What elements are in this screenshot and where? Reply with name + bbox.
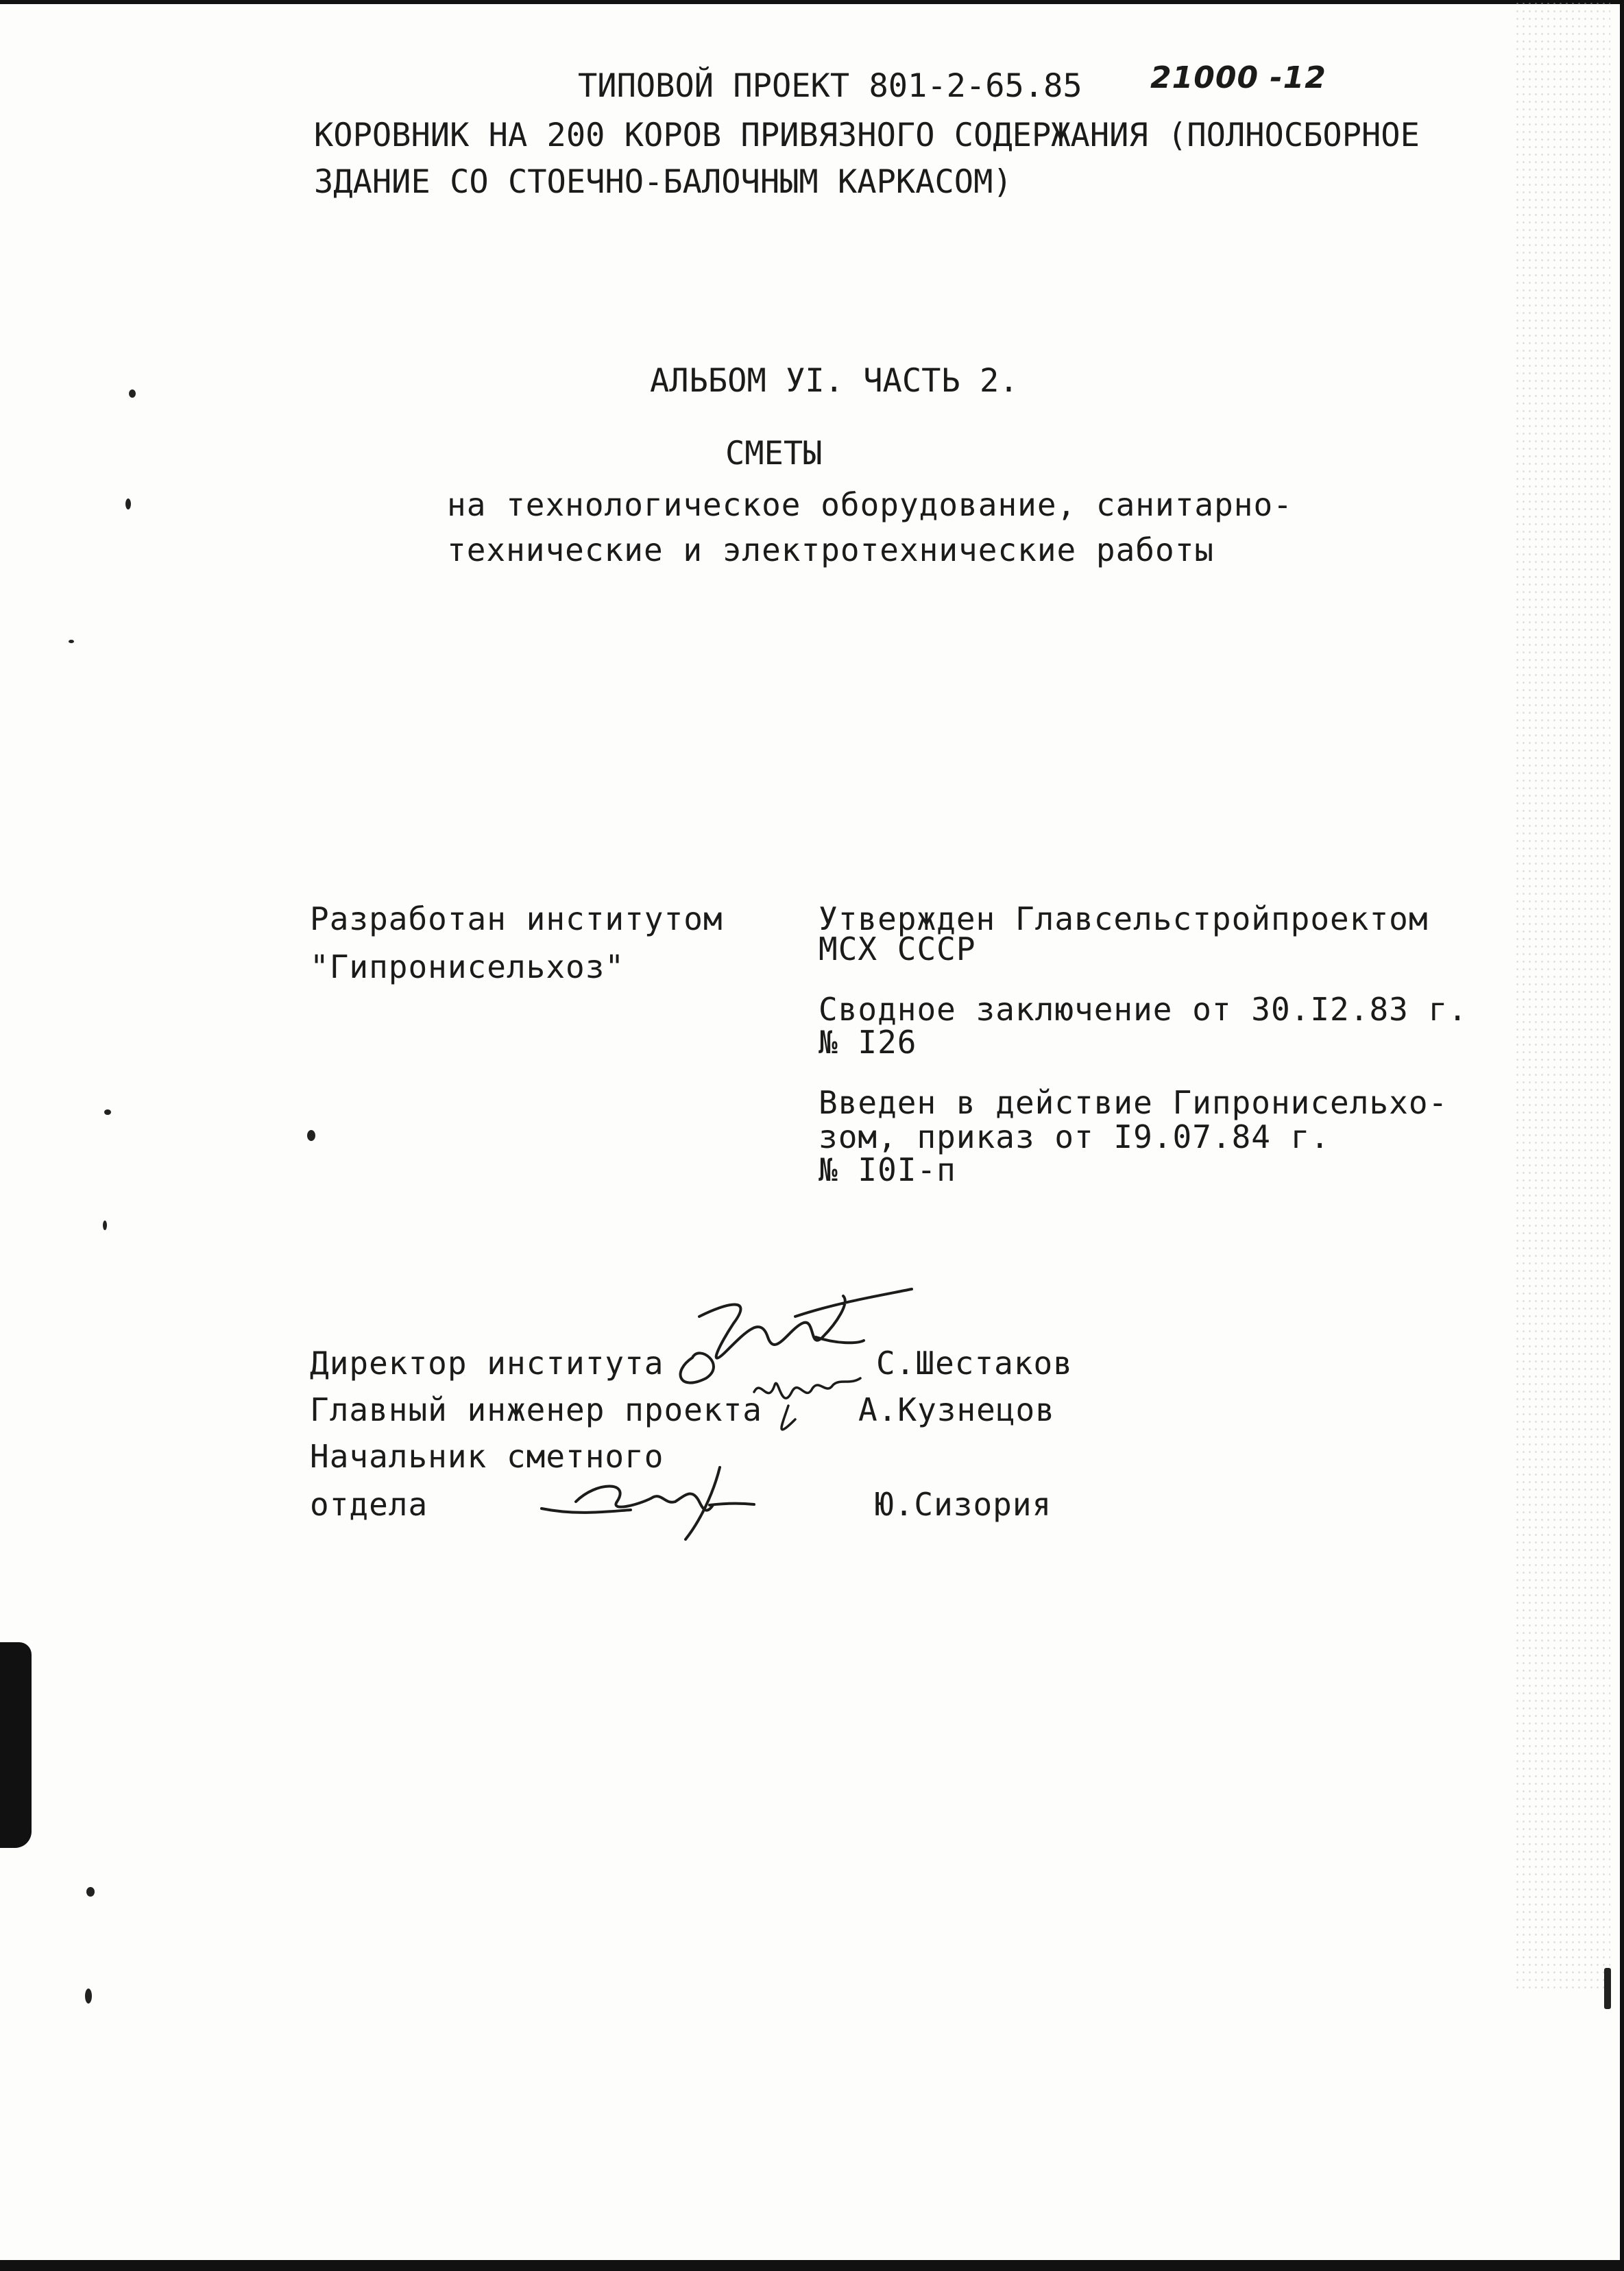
scan-edge-right [1620,0,1624,2271]
album-label: АЛЬБОМ УI. ЧАСТЬ 2. [650,362,1019,400]
project-number: ТИПОВОЙ ПРОЕКТ 801-2-65.85 [578,67,1082,105]
signatory-role-chief-engineer: Главный инженер проекта [310,1391,762,1428]
scan-speck [86,1887,95,1897]
signature-estimate-head [535,1454,768,1543]
enacted-line-2: зом, приказ от I9.07.84 г. [819,1118,1331,1155]
signatory-name-director: С.Шестаков [876,1345,1073,1382]
scan-edge-top [0,0,1624,4]
signatory-role-estimate-head-1: Начальник сметного [310,1438,664,1475]
scan-noise [1514,0,1610,1988]
title-line-2: ЗДАНИЕ СО СТОЕЧНО-БАЛОЧНЫМ КАРКАСОМ) [314,163,1013,201]
signatory-role-estimate-head-2: отдела [310,1486,428,1523]
enacted-line-3: № I0I-п [819,1151,956,1188]
approved-line-1: Утвержден Главсельстройпроектом [819,900,1429,937]
developer-line-1: Разработан институтом [310,900,723,937]
approved-line-2: МСХ СССР [819,930,976,968]
scan-speck [125,498,131,509]
signatory-name-estimate-head: Ю.Сизория [875,1486,1052,1523]
subtitle-line-2: технические и электротехнические работы [447,531,1215,568]
inventory-number: 21000 -12 [1150,60,1326,95]
scan-speck [1604,1968,1611,2009]
developer-line-2: "Гипронисельхоз" [310,948,625,985]
title-line-1: КОРОВНИК НА 200 КОРОВ ПРИВЯЗНОГО СОДЕРЖАНИЯ (ПОЛНОСБОРНОЕ [314,117,1420,154]
signatory-name-chief-engineer: А.Кузнецов [858,1391,1055,1428]
subtitle-line-1: на технологическое оборудование, санитарно- [447,486,1293,523]
enacted-line-1: Введен в действие Гипронисельхо- [819,1084,1449,1121]
conclusion-line-1: Сводное заключение от 30.I2.83 г. [819,991,1468,1028]
scan-edge-bottom [0,2260,1624,2271]
scan-speck [307,1130,315,1141]
conclusion-line-2: № I26 [819,1024,917,1061]
scan-speck [104,1109,111,1115]
scan-speck [85,1988,92,2004]
scan-speck [129,389,136,398]
scan-speck [69,640,74,643]
scan-blot [0,1642,32,1848]
signature-chief-engineer [740,1365,877,1440]
section-title: СМЕТЫ [725,435,823,472]
signatory-role-director: Директор института [310,1345,664,1382]
scan-speck [103,1221,107,1230]
